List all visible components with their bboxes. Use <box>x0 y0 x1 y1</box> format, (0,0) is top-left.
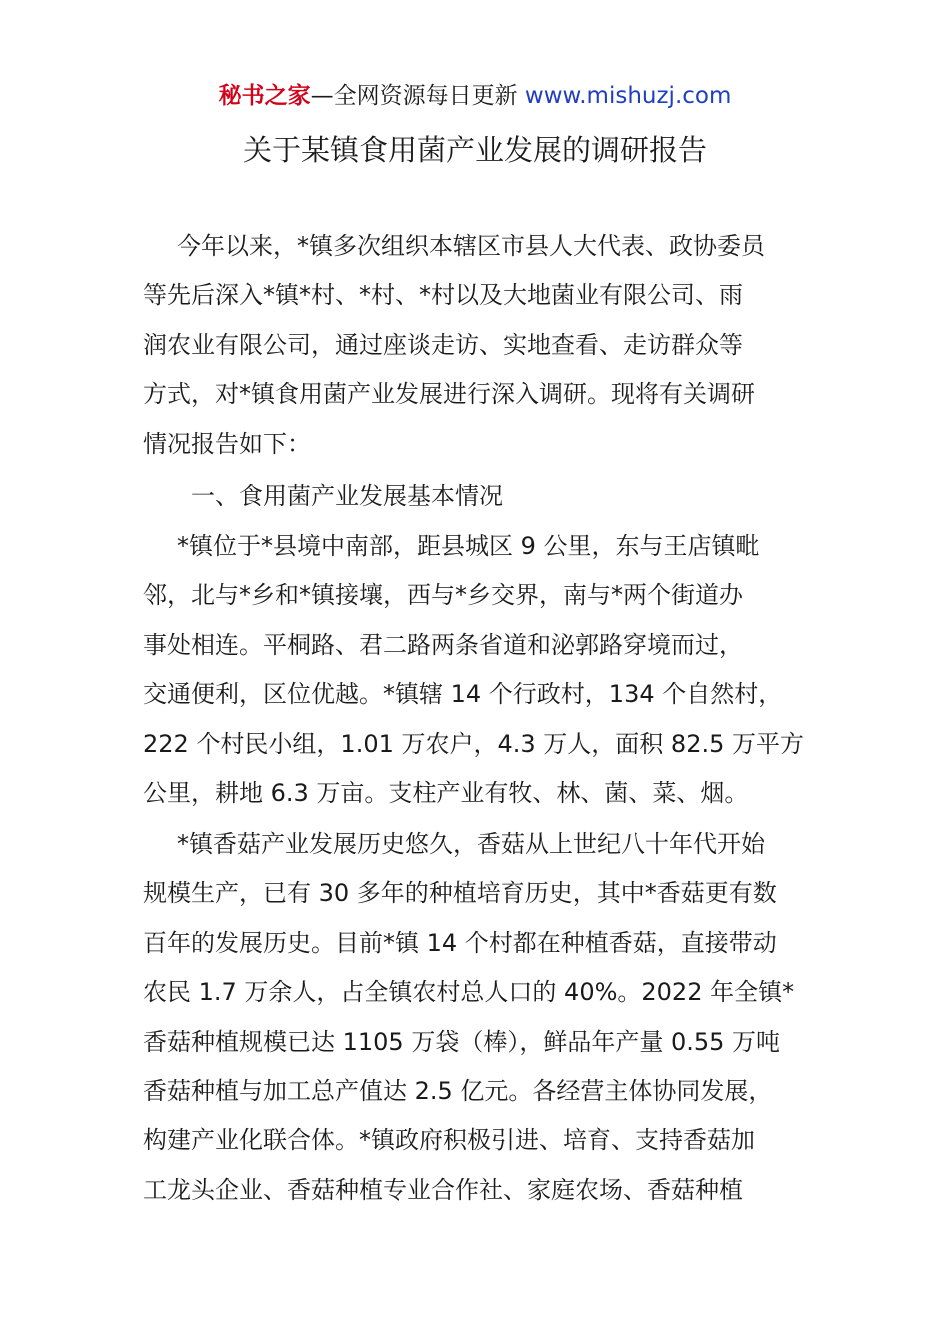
document-title: 关于某镇食用菌产业发展的调研报告 <box>242 133 707 167</box>
text-line: 方式，对*镇食用菌产业发展进行深入调研。现将有关调研 <box>143 380 755 409</box>
text-line: 润农业有限公司，通过座谈走访、实地查看、走访群众等 <box>143 330 743 359</box>
text-line: 规模生产，已有 30 多年的种植培育历史，其中*香菇更有数 <box>143 879 777 908</box>
text-line: 公里，耕地 6.3 万亩。支柱产业有牧、林、菌、菜、烟。 <box>143 778 749 807</box>
text-line: 工龙头企业、香菇种植专业合作社、家庭农场、香菇种植 <box>143 1175 743 1204</box>
text-line: 等先后深入*镇*村、*村、*村以及大地菌业有限公司、雨 <box>143 281 743 310</box>
text-line: 222 个村民小组，1.01 万农户，4.3 万人，面积 82.5 万平方 <box>143 729 804 758</box>
section-heading <box>143 472 833 521</box>
text-line: 今年以来，*镇多次组织本辖区市县人大代表、政协委员 <box>177 232 765 260</box>
section-heading-text: 一、食用菌产业发展基本情况 <box>191 482 503 510</box>
text-line: 情况报告如下： <box>143 429 311 458</box>
text-line: 百年的发展历史。目前*镇 14 个村都在种植香菇，直接带动 <box>143 928 777 957</box>
site-header <box>0 80 950 112</box>
text-line: 农民 1.7 万余人，占全镇农村总人口的 40%。2022 年全镇* <box>143 978 795 1007</box>
text-line: 构建产业化联合体。*镇政府积极引进、培育、支持香菇加 <box>143 1126 755 1155</box>
location-paragraph <box>143 522 833 818</box>
text-line: 香菇种植与加工总产值达 2.5 亿元。各经营主体协同发展， <box>143 1076 773 1105</box>
industry-paragraph <box>143 820 833 1215</box>
text-line: *镇香菇产业发展历史悠久，香菇从上世纪八十年代开始 <box>177 830 765 858</box>
text-line: 事处相连。平桐路、君二路两条省道和泌郭路穿境而过， <box>143 630 743 659</box>
site-tagline: —全网资源每日更新 <box>310 83 518 109</box>
intro-paragraph <box>143 222 833 469</box>
site-url-link[interactable]: www.mishuzj.com <box>524 83 732 109</box>
site-brand: 秘书之家 <box>218 83 311 109</box>
text-line: *镇位于*县境中南部，距县城区 9 公里，东与王店镇毗 <box>177 532 760 560</box>
text-line: 交通便利，区位优越。*镇辖 14 个行政村，134 个自然村， <box>143 680 783 709</box>
text-line: 香菇种植规模已达 1105 万袋（棒），鲜品年产量 0.55 万吨 <box>143 1027 781 1056</box>
text-line: 邻，北与*乡和*镇接壤，西与*乡交界，南与*两个街道办 <box>143 581 743 610</box>
